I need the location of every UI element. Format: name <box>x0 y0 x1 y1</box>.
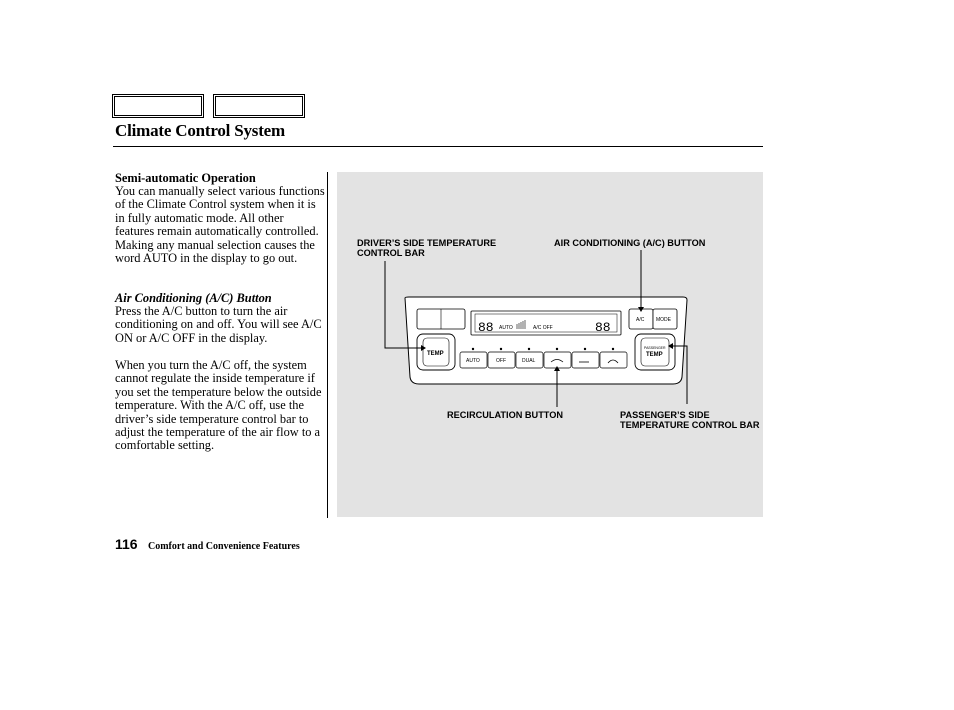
recirc-button <box>544 352 571 368</box>
climate-control-illustration <box>337 172 763 517</box>
ac-button-label: A/C <box>636 317 645 323</box>
callout-passenger-temp-bar: PASSENGER’S SIDE TEMPERATURE CONTROL BAR <box>620 410 760 430</box>
callout-ac-button: AIR CONDITIONING (A/C) BUTTON <box>554 238 706 248</box>
display-temp-left: 88 <box>478 320 494 335</box>
callout-recirc-button: RECIRCULATION BUTTON <box>447 410 564 420</box>
page-title: Climate Control System <box>115 121 285 140</box>
callout-driver-temp-bar: DRIVER’S SIDE TEMPERATURE CONTROL BAR <box>357 238 497 258</box>
display-temp-right: 88 <box>595 320 611 335</box>
btn-auto-label: AUTO <box>466 358 480 364</box>
page-number: 116 <box>115 536 138 552</box>
btn-dual-label: DUAL <box>522 358 536 364</box>
driver-temp-label: TEMP <box>427 351 444 357</box>
paragraph-1: You can manually select various functions of the Climate Control system when it is in fully automatic mode. All other features remain automatically controlled. Making any manual selection causes the word AUTO in the display to go out. <box>115 184 325 266</box>
paragraph-3: When you turn the A/C off, the system cannot regulate the inside temperature if you set the temperature below the outside temperature. With the A/C off, use the driver’s side temperature control bar to adjust the temperature of the air flow to a comfortable setting. <box>115 358 322 453</box>
fresh-air-button <box>572 352 599 368</box>
footer-section-name: Comfort and Convenience Features <box>148 541 300 552</box>
passenger-text: PASSENGER <box>644 346 666 350</box>
paragraph-2: Press the A/C button to turn the air conditioning on and off. You will see A/C ON or A/C OFF in the display. <box>115 304 322 345</box>
mode-button-label: MODE <box>656 317 671 323</box>
section-heading: Semi-automatic Operation <box>115 171 256 185</box>
header-tab-box-2 <box>213 94 305 118</box>
display-auto: AUTO <box>499 325 513 331</box>
subsection-heading: Air Conditioning (A/C) Button <box>115 291 272 305</box>
passenger-temp-label: TEMP <box>646 352 663 358</box>
header-tab-box-1 <box>112 94 204 118</box>
display-ac-off: A/C OFF <box>533 325 553 331</box>
btn-off-label: OFF <box>496 358 506 364</box>
column-divider <box>327 172 328 518</box>
title-rule <box>113 146 763 147</box>
